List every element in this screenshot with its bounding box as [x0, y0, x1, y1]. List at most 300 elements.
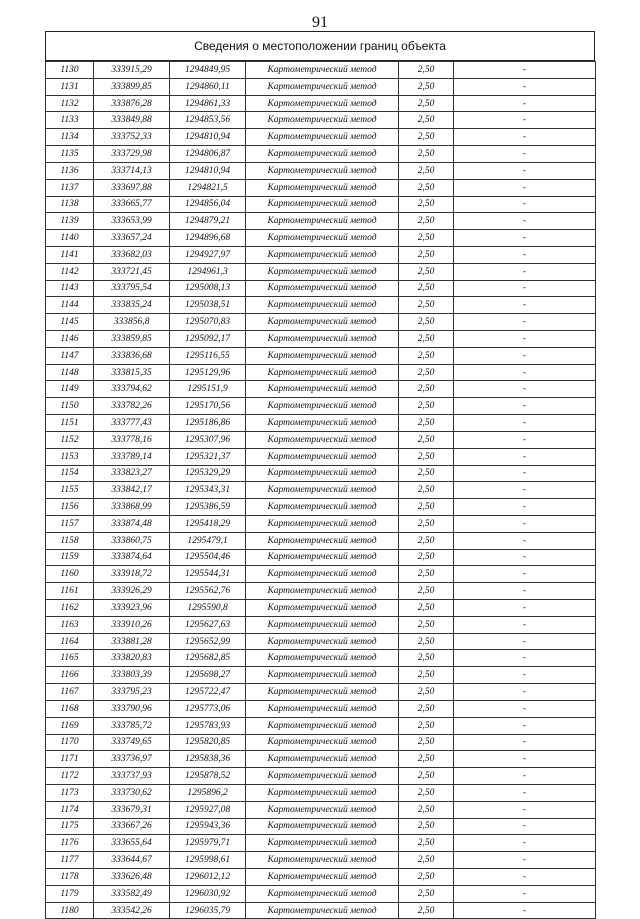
table-row — [46, 162, 596, 179]
method-cell: Картометрический метод — [246, 129, 399, 146]
point-number-cell: 1153 — [46, 448, 94, 465]
point-number-cell: 1176 — [46, 835, 94, 852]
table-row — [46, 381, 596, 398]
point-number-cell: 1143 — [46, 280, 94, 297]
method-cell: Картометрический метод — [246, 78, 399, 95]
x-coordinate-cell: 333644,67 — [94, 852, 170, 869]
table-row — [46, 600, 596, 617]
y-coordinate-cell: 1295820,85 — [170, 734, 246, 751]
x-coordinate-cell: 333795,23 — [94, 684, 170, 701]
table-row — [46, 801, 596, 818]
x-coordinate-cell: 333582,49 — [94, 885, 170, 902]
table-row — [46, 684, 596, 701]
point-number-cell: 1166 — [46, 667, 94, 684]
point-number-cell: 1156 — [46, 499, 94, 516]
accuracy-cell: 2,50 — [399, 314, 454, 331]
point-number-cell: 1134 — [46, 129, 94, 146]
description-cell: - — [454, 415, 596, 432]
description-cell: - — [454, 246, 596, 263]
accuracy-cell: 2,50 — [399, 784, 454, 801]
accuracy-cell: 2,50 — [399, 768, 454, 785]
method-cell: Картометрический метод — [246, 431, 399, 448]
x-coordinate-cell: 333860,75 — [94, 532, 170, 549]
point-number-cell: 1162 — [46, 600, 94, 617]
description-cell: - — [454, 818, 596, 835]
y-coordinate-cell: 1295307,96 — [170, 431, 246, 448]
point-number-cell: 1165 — [46, 650, 94, 667]
table-row — [46, 146, 596, 163]
point-number-cell: 1167 — [46, 684, 94, 701]
point-number-cell: 1136 — [46, 162, 94, 179]
table-row — [46, 885, 596, 902]
accuracy-cell: 2,50 — [399, 885, 454, 902]
x-coordinate-cell: 333737,93 — [94, 768, 170, 785]
accuracy-cell: 2,50 — [399, 465, 454, 482]
point-number-cell: 1160 — [46, 566, 94, 583]
method-cell: Картометрический метод — [246, 768, 399, 785]
accuracy-cell: 2,50 — [399, 129, 454, 146]
x-coordinate-cell: 333923,96 — [94, 600, 170, 617]
description-cell: - — [454, 146, 596, 163]
description-cell: - — [454, 465, 596, 482]
method-cell: Картометрический метод — [246, 885, 399, 902]
table-row — [46, 734, 596, 751]
y-coordinate-cell: 1296035,79 — [170, 902, 246, 919]
table-row — [46, 700, 596, 717]
point-number-cell: 1155 — [46, 482, 94, 499]
y-coordinate-cell: 1295979,71 — [170, 835, 246, 852]
method-cell: Картометрический метод — [246, 246, 399, 263]
accuracy-cell: 2,50 — [399, 667, 454, 684]
table-row — [46, 465, 596, 482]
point-number-cell: 1139 — [46, 213, 94, 230]
description-cell: - — [454, 179, 596, 196]
table-row — [46, 263, 596, 280]
point-number-cell: 1158 — [46, 532, 94, 549]
x-coordinate-cell: 333657,24 — [94, 230, 170, 247]
y-coordinate-cell: 1295682,85 — [170, 650, 246, 667]
x-coordinate-cell: 333782,26 — [94, 398, 170, 415]
description-cell: - — [454, 230, 596, 247]
x-coordinate-cell: 333876,28 — [94, 95, 170, 112]
point-number-cell: 1141 — [46, 246, 94, 263]
y-coordinate-cell: 1295773,06 — [170, 700, 246, 717]
method-cell: Картометрический метод — [246, 784, 399, 801]
y-coordinate-cell: 1294927,97 — [170, 246, 246, 263]
accuracy-cell: 2,50 — [399, 499, 454, 516]
x-coordinate-cell: 333874,48 — [94, 515, 170, 532]
x-coordinate-cell: 333868,99 — [94, 499, 170, 516]
table-row — [46, 717, 596, 734]
x-coordinate-cell: 333835,24 — [94, 297, 170, 314]
y-coordinate-cell: 1295878,52 — [170, 768, 246, 785]
x-coordinate-cell: 333785,72 — [94, 717, 170, 734]
table-row — [46, 515, 596, 532]
accuracy-cell: 2,50 — [399, 347, 454, 364]
accuracy-cell: 2,50 — [399, 633, 454, 650]
point-number-cell: 1149 — [46, 381, 94, 398]
y-coordinate-cell: 1295698,27 — [170, 667, 246, 684]
method-cell: Картометрический метод — [246, 62, 399, 79]
y-coordinate-cell: 1294810,94 — [170, 162, 246, 179]
x-coordinate-cell: 333542,26 — [94, 902, 170, 919]
table-row — [46, 650, 596, 667]
method-cell: Картометрический метод — [246, 650, 399, 667]
table-row — [46, 869, 596, 886]
table-row — [46, 78, 596, 95]
point-number-cell: 1164 — [46, 633, 94, 650]
y-coordinate-cell: 1295896,2 — [170, 784, 246, 801]
accuracy-cell: 2,50 — [399, 616, 454, 633]
description-cell: - — [454, 448, 596, 465]
method-cell: Картометрический метод — [246, 835, 399, 852]
point-number-cell: 1137 — [46, 179, 94, 196]
y-coordinate-cell: 1295186,86 — [170, 415, 246, 432]
method-cell: Картометрический метод — [246, 902, 399, 919]
page-number: 91 — [312, 14, 328, 31]
y-coordinate-cell: 1294856,04 — [170, 196, 246, 213]
boundary-table — [45, 61, 596, 919]
accuracy-cell: 2,50 — [399, 532, 454, 549]
description-cell: - — [454, 398, 596, 415]
x-coordinate-cell: 333721,45 — [94, 263, 170, 280]
method-cell: Картометрический метод — [246, 869, 399, 886]
table-row — [46, 331, 596, 348]
point-number-cell: 1150 — [46, 398, 94, 415]
x-coordinate-cell: 333729,98 — [94, 146, 170, 163]
accuracy-cell: 2,50 — [399, 583, 454, 600]
x-coordinate-cell: 333856,8 — [94, 314, 170, 331]
description-cell: - — [454, 566, 596, 583]
accuracy-cell: 2,50 — [399, 751, 454, 768]
table-row — [46, 246, 596, 263]
method-cell: Картометрический метод — [246, 448, 399, 465]
table-row — [46, 95, 596, 112]
method-cell: Картометрический метод — [246, 515, 399, 532]
method-cell: Картометрический метод — [246, 700, 399, 717]
y-coordinate-cell: 1295504,46 — [170, 549, 246, 566]
description-cell: - — [454, 280, 596, 297]
point-number-cell: 1132 — [46, 95, 94, 112]
x-coordinate-cell: 333842,17 — [94, 482, 170, 499]
y-coordinate-cell: 1295092,17 — [170, 331, 246, 348]
x-coordinate-cell: 333926,29 — [94, 583, 170, 600]
method-cell: Картометрический метод — [246, 179, 399, 196]
accuracy-cell: 2,50 — [399, 818, 454, 835]
method-cell: Картометрический метод — [246, 465, 399, 482]
method-cell: Картометрический метод — [246, 633, 399, 650]
method-cell: Картометрический метод — [246, 818, 399, 835]
table-row — [46, 818, 596, 835]
x-coordinate-cell: 333820,83 — [94, 650, 170, 667]
y-coordinate-cell: 1295627,63 — [170, 616, 246, 633]
x-coordinate-cell: 333777,43 — [94, 415, 170, 432]
description-cell: - — [454, 62, 596, 79]
accuracy-cell: 2,50 — [399, 179, 454, 196]
accuracy-cell: 2,50 — [399, 196, 454, 213]
method-cell: Картометрический метод — [246, 499, 399, 516]
boundary-table-sheet — [45, 31, 595, 919]
table-body — [46, 62, 596, 919]
y-coordinate-cell: 1295343,31 — [170, 482, 246, 499]
accuracy-cell: 2,50 — [399, 684, 454, 701]
point-number-cell: 1142 — [46, 263, 94, 280]
table-row — [46, 112, 596, 129]
table-row — [46, 230, 596, 247]
table-row — [46, 784, 596, 801]
table-row — [46, 566, 596, 583]
description-cell: - — [454, 835, 596, 852]
accuracy-cell: 2,50 — [399, 869, 454, 886]
y-coordinate-cell: 1294821,5 — [170, 179, 246, 196]
table-row — [46, 196, 596, 213]
table-row — [46, 499, 596, 516]
method-cell: Картометрический метод — [246, 162, 399, 179]
description-cell: - — [454, 431, 596, 448]
y-coordinate-cell: 1295151,9 — [170, 381, 246, 398]
y-coordinate-cell: 1294860,11 — [170, 78, 246, 95]
method-cell: Картометрический метод — [246, 230, 399, 247]
x-coordinate-cell: 333653,99 — [94, 213, 170, 230]
description-cell: - — [454, 583, 596, 600]
table-row — [46, 532, 596, 549]
point-number-cell: 1133 — [46, 112, 94, 129]
y-coordinate-cell: 1294861,33 — [170, 95, 246, 112]
y-coordinate-cell: 1295418,29 — [170, 515, 246, 532]
description-cell: - — [454, 717, 596, 734]
x-coordinate-cell: 333881,28 — [94, 633, 170, 650]
accuracy-cell: 2,50 — [399, 364, 454, 381]
description-cell: - — [454, 162, 596, 179]
accuracy-cell: 2,50 — [399, 263, 454, 280]
y-coordinate-cell: 1295170,56 — [170, 398, 246, 415]
point-number-cell: 1140 — [46, 230, 94, 247]
x-coordinate-cell: 333655,64 — [94, 835, 170, 852]
x-coordinate-cell: 333736,97 — [94, 751, 170, 768]
table-row — [46, 297, 596, 314]
method-cell: Картометрический метод — [246, 347, 399, 364]
description-cell: - — [454, 196, 596, 213]
method-cell: Картометрический метод — [246, 146, 399, 163]
point-number-cell: 1146 — [46, 331, 94, 348]
method-cell: Картометрический метод — [246, 364, 399, 381]
point-number-cell: 1130 — [46, 62, 94, 79]
accuracy-cell: 2,50 — [399, 381, 454, 398]
point-number-cell: 1180 — [46, 902, 94, 919]
description-cell: - — [454, 314, 596, 331]
method-cell: Картометрический метод — [246, 482, 399, 499]
description-cell: - — [454, 129, 596, 146]
y-coordinate-cell: 1295998,61 — [170, 852, 246, 869]
table-title: Сведения о местоположении границ объекта — [45, 31, 595, 61]
x-coordinate-cell: 333836,68 — [94, 347, 170, 364]
table-row — [46, 314, 596, 331]
description-cell: - — [454, 768, 596, 785]
description-cell: - — [454, 885, 596, 902]
accuracy-cell: 2,50 — [399, 112, 454, 129]
method-cell: Картометрический метод — [246, 112, 399, 129]
x-coordinate-cell: 333899,85 — [94, 78, 170, 95]
y-coordinate-cell: 1294896,68 — [170, 230, 246, 247]
x-coordinate-cell: 333849,88 — [94, 112, 170, 129]
description-cell: - — [454, 482, 596, 499]
description-cell: - — [454, 869, 596, 886]
point-number-cell: 1157 — [46, 515, 94, 532]
description-cell: - — [454, 633, 596, 650]
y-coordinate-cell: 1295321,37 — [170, 448, 246, 465]
y-coordinate-cell: 1295562,76 — [170, 583, 246, 600]
table-row — [46, 347, 596, 364]
point-number-cell: 1175 — [46, 818, 94, 835]
table-row — [46, 364, 596, 381]
y-coordinate-cell: 1295116,55 — [170, 347, 246, 364]
method-cell: Картометрический метод — [246, 600, 399, 617]
x-coordinate-cell: 333859,85 — [94, 331, 170, 348]
y-coordinate-cell: 1295038,51 — [170, 297, 246, 314]
x-coordinate-cell: 333918,72 — [94, 566, 170, 583]
accuracy-cell: 2,50 — [399, 448, 454, 465]
method-cell: Картометрический метод — [246, 583, 399, 600]
table-row — [46, 62, 596, 79]
method-cell: Картометрический метод — [246, 398, 399, 415]
description-cell: - — [454, 532, 596, 549]
description-cell: - — [454, 364, 596, 381]
method-cell: Картометрический метод — [246, 549, 399, 566]
table-row — [46, 768, 596, 785]
accuracy-cell: 2,50 — [399, 835, 454, 852]
table-row — [46, 415, 596, 432]
accuracy-cell: 2,50 — [399, 801, 454, 818]
y-coordinate-cell: 1294879,21 — [170, 213, 246, 230]
table-row — [46, 583, 596, 600]
table-row — [46, 616, 596, 633]
method-cell: Картометрический метод — [246, 532, 399, 549]
method-cell: Картометрический метод — [246, 852, 399, 869]
x-coordinate-cell: 333874,64 — [94, 549, 170, 566]
point-number-cell: 1147 — [46, 347, 94, 364]
point-number-cell: 1159 — [46, 549, 94, 566]
point-number-cell: 1168 — [46, 700, 94, 717]
description-cell: - — [454, 331, 596, 348]
method-cell: Картометрический метод — [246, 213, 399, 230]
y-coordinate-cell: 1295927,08 — [170, 801, 246, 818]
table-row — [46, 751, 596, 768]
point-number-cell: 1170 — [46, 734, 94, 751]
table-row — [46, 835, 596, 852]
y-coordinate-cell: 1295008,13 — [170, 280, 246, 297]
method-cell: Картометрический метод — [246, 667, 399, 684]
description-cell: - — [454, 751, 596, 768]
point-number-cell: 1177 — [46, 852, 94, 869]
description-cell: - — [454, 213, 596, 230]
y-coordinate-cell: 1294961,3 — [170, 263, 246, 280]
y-coordinate-cell: 1295590,8 — [170, 600, 246, 617]
method-cell: Картометрический метод — [246, 415, 399, 432]
description-cell: - — [454, 112, 596, 129]
accuracy-cell: 2,50 — [399, 600, 454, 617]
description-cell: - — [454, 549, 596, 566]
description-cell: - — [454, 600, 596, 617]
description-cell: - — [454, 347, 596, 364]
description-cell: - — [454, 902, 596, 919]
point-number-cell: 1145 — [46, 314, 94, 331]
accuracy-cell: 2,50 — [399, 398, 454, 415]
x-coordinate-cell: 333697,88 — [94, 179, 170, 196]
table-row — [46, 549, 596, 566]
method-cell: Картометрический метод — [246, 263, 399, 280]
y-coordinate-cell: 1294853,56 — [170, 112, 246, 129]
description-cell: - — [454, 95, 596, 112]
x-coordinate-cell: 333790,96 — [94, 700, 170, 717]
point-number-cell: 1179 — [46, 885, 94, 902]
point-number-cell: 1148 — [46, 364, 94, 381]
x-coordinate-cell: 333679,31 — [94, 801, 170, 818]
method-cell: Картометрический метод — [246, 566, 399, 583]
accuracy-cell: 2,50 — [399, 331, 454, 348]
y-coordinate-cell: 1295838,36 — [170, 751, 246, 768]
accuracy-cell: 2,50 — [399, 431, 454, 448]
x-coordinate-cell: 333823,27 — [94, 465, 170, 482]
description-cell: - — [454, 297, 596, 314]
accuracy-cell: 2,50 — [399, 650, 454, 667]
point-number-cell: 1171 — [46, 751, 94, 768]
accuracy-cell: 2,50 — [399, 297, 454, 314]
point-number-cell: 1178 — [46, 869, 94, 886]
x-coordinate-cell: 333789,14 — [94, 448, 170, 465]
x-coordinate-cell: 333749,65 — [94, 734, 170, 751]
accuracy-cell: 2,50 — [399, 246, 454, 263]
method-cell: Картометрический метод — [246, 751, 399, 768]
method-cell: Картометрический метод — [246, 196, 399, 213]
x-coordinate-cell: 333778,16 — [94, 431, 170, 448]
accuracy-cell: 2,50 — [399, 62, 454, 79]
x-coordinate-cell: 333803,39 — [94, 667, 170, 684]
method-cell: Картометрический метод — [246, 616, 399, 633]
y-coordinate-cell: 1296030,92 — [170, 885, 246, 902]
description-cell: - — [454, 684, 596, 701]
method-cell: Картометрический метод — [246, 684, 399, 701]
table-row — [46, 852, 596, 869]
table-row — [46, 213, 596, 230]
point-number-cell: 1169 — [46, 717, 94, 734]
accuracy-cell: 2,50 — [399, 902, 454, 919]
accuracy-cell: 2,50 — [399, 852, 454, 869]
accuracy-cell: 2,50 — [399, 146, 454, 163]
y-coordinate-cell: 1296012,12 — [170, 869, 246, 886]
description-cell: - — [454, 78, 596, 95]
x-coordinate-cell: 333815,35 — [94, 364, 170, 381]
method-cell: Картометрический метод — [246, 331, 399, 348]
point-number-cell: 1131 — [46, 78, 94, 95]
point-number-cell: 1173 — [46, 784, 94, 801]
x-coordinate-cell: 333915,29 — [94, 62, 170, 79]
x-coordinate-cell: 333752,33 — [94, 129, 170, 146]
accuracy-cell: 2,50 — [399, 213, 454, 230]
point-number-cell: 1135 — [46, 146, 94, 163]
table-row — [46, 398, 596, 415]
table-row — [46, 280, 596, 297]
table-row — [46, 633, 596, 650]
x-coordinate-cell: 333682,03 — [94, 246, 170, 263]
point-number-cell: 1174 — [46, 801, 94, 818]
table-row — [46, 482, 596, 499]
y-coordinate-cell: 1295386,59 — [170, 499, 246, 516]
y-coordinate-cell: 1295783,93 — [170, 717, 246, 734]
accuracy-cell: 2,50 — [399, 734, 454, 751]
table-row — [46, 448, 596, 465]
point-number-cell: 1163 — [46, 616, 94, 633]
y-coordinate-cell: 1295652,99 — [170, 633, 246, 650]
